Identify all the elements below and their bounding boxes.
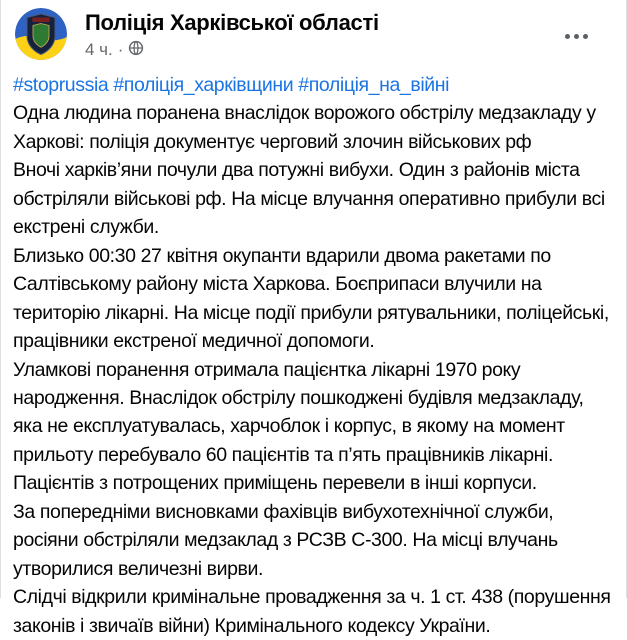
ellipsis-dot-icon — [565, 34, 570, 39]
header-info — [85, 8, 556, 61]
timestamp-link[interactable]: 4 ч. — [85, 40, 113, 59]
hashtag-row — [13, 71, 613, 99]
post-paragraph: Вночі харків’яни почули два потужні вибухи. Один з районів міста обстріляли військові рф. На місце влучання оперативно прибули всі екстрені служби. — [13, 159, 605, 239]
post-paragraph: Одна людина поранена внаслідок ворожого обстрілу медзакладу у Харкові: поліція документує черговий злочин військових рф — [13, 102, 596, 153]
ellipsis-dot-icon — [583, 34, 588, 39]
post-body — [1, 61, 626, 640]
post-paragraph: Уламкові поранення отримала пацієнтка лікарні 1970 року народження. Внаслідок обстрілу пошкоджені будівля медзакладу, яка не експлуатувалась, харчоблок і корпус, в якому на момент прильоту перебувало 60 пацієнтів та п’ять працівників лікарні. — [13, 358, 584, 466]
post-paragraph: Близько 00:30 27 квітня окупанти вдарили двома ракетами по Салтівському району міста Харкова. Боєприпаси влучили на територію лікарні. На місце події прибули рятувальники, поліцейські, працівники екстреної медичної допомоги. — [13, 244, 609, 353]
hashtag-link[interactable]: #stoprussia — [13, 74, 109, 96]
avatar[interactable] — [15, 8, 67, 60]
post-text — [13, 99, 613, 640]
post-options-button[interactable] — [556, 20, 596, 52]
globe-icon — [128, 40, 144, 61]
post-paragraph: Пацієнтів з потрощених приміщень перевели в інші корпуси. — [13, 472, 537, 495]
post-paragraph: Слідчі відкрили кримінальне провадження за ч. 1 ст. 438 (порушення законів і звичаїв війни) Кримінального кодексу України. — [13, 586, 611, 637]
police-kharkiv-badge-icon — [15, 8, 67, 60]
hashtag-link[interactable]: #поліція_на_війні — [298, 74, 450, 96]
hashtag-link[interactable]: #поліція_харківщини — [113, 74, 294, 96]
post-meta — [85, 39, 556, 61]
post-header — [1, 0, 626, 61]
page-name-link[interactable]: Поліція Харківської області — [85, 10, 379, 35]
post-paragraph: За попередніми висновками фахівців вибухотехнічної служби, росіяни обстріляли медзаклад з РСЗВ С-300. На місці влучань утворилися величезні вирви. — [13, 500, 558, 580]
ellipsis-dot-icon — [574, 34, 579, 39]
meta-separator: · — [117, 40, 124, 59]
